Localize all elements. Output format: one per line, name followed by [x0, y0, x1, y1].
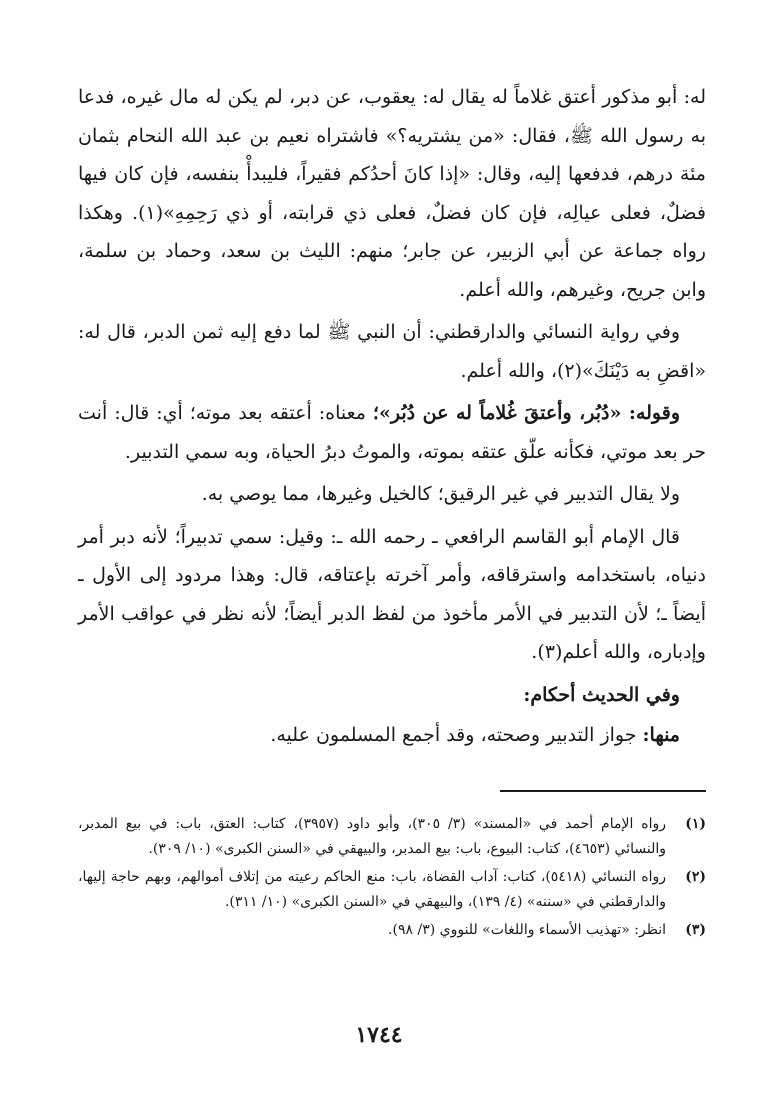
footnote-number: (٣) — [685, 922, 706, 938]
paragraph-4: ولا يقال التدبير في غير الرقيق؛ كالخيل وغيرها، مما يوصي به. — [201, 483, 680, 505]
paragraph-1: له: أبو مذكور أعتق غلاماً له يقال له: يعقوب، عن دبر، لم يكن له مال غيره، فدعا به رسول الله ﷺ، فقال: «من يشتريه؟» فاشتراه نعيم بن عبد الله النحام بثمان مئة درهم، فدفعها إليه، وقال: «إذا كانَ أحدُكم فقيراً، فليبدأْ بنفسه، فإن كان فيها فضلٌ، فعلى عيالِه، فإن كان فضلٌ، فعلى ذي قرابته، أو ذي رَحِمِهِ»(١). وهكذا رواه جماعة عن أبي الزبير، عن جابر؛ منهم: الليث بن سعد، وحماد بن سلمة، وابن جريح، وغيرهم، والله أعلم. — [78, 86, 706, 301]
page-number: ١٧٤٤ — [355, 1022, 403, 1048]
footnotes — [78, 812, 706, 946]
main-text — [78, 78, 706, 759]
paragraph-3-lead: وقوله: «دُبُر، وأعتقَ غُلاماً له عن دُبُر»؛ — [372, 402, 680, 424]
paragraph-7-rest: جواز التدبير وصحته، وقد أجمع المسلمون عليه. — [270, 724, 643, 746]
paragraph-3-rest: معناه: أعتقه بعد موته؛ أي: قال: أنت حر بعد موتي، فكأنه علّق عتقه بموته، والموتُ دبرُ الحياة، وبه سمي التدبير. — [78, 402, 706, 463]
paragraph-5: قال الإمام أبو القاسم الرافعي ـ رحمه الله ـ: وقيل: سمي تدبيراً؛ لأنه دبر أمر دنياه، باستخدامه واسترقاقه، وأمر آخرته بإعتاقه، قال: وهذا مردود إلى الأول ـ أيضاً ـ؛ لأن التدبير في الأمر مأخوذ من لفظ الدبر أيضاً؛ لأنه نظر في عواقب الأمر وإدباره، والله أعلم(٣). — [78, 525, 706, 663]
paragraph-3 — [78, 394, 706, 471]
footnote-number: (٢) — [685, 869, 706, 885]
footnote-text: رواه الإمام أحمد في «المسند» (٣/ ٣٠٥)، وأبو داود (٣٩٥٧)، كتاب: العتق، باب: في بيع المدبر، والنسائي (٤٦٥٣)، كتاب: البيوع، باب: بيع المدبر، والبيهقي في «السنن الكبرى» (١٠/ ٣٠٩). — [78, 816, 666, 857]
footnote-1 — [78, 812, 706, 862]
footnote-3 — [78, 918, 706, 943]
paragraph-7 — [78, 716, 706, 755]
footnote-text: رواه النسائي (٥٤١٨)، كتاب: آداب القضاة، باب: منع الحاكم رعيته من إتلاف أموالهم، وبهم حاجة إليها، والدارقطني في «سننه» (٤/ ١٣٩)، والبيهقي في «السنن الكبرى» (١٠/ ٣١١). — [78, 869, 666, 910]
section-heading: وفي الحديث أحكام: — [523, 683, 680, 706]
footnote-divider — [500, 790, 706, 792]
footnote-2 — [78, 865, 706, 915]
footnote-text: انظر: «تهذيب الأسماء واللغات» للنووي (٣/ ٩٨). — [388, 922, 666, 938]
paragraph-2: وفي رواية النسائي والدارقطني: أن النبي ﷺ لما دفع إليه ثمن الدبر، قال له: «اقضِ به دَيْنَكَ»(٢)، والله أعلم. — [78, 321, 706, 382]
paragraph-7-lead: منها: — [642, 724, 680, 746]
footnote-number: (١) — [685, 816, 706, 832]
